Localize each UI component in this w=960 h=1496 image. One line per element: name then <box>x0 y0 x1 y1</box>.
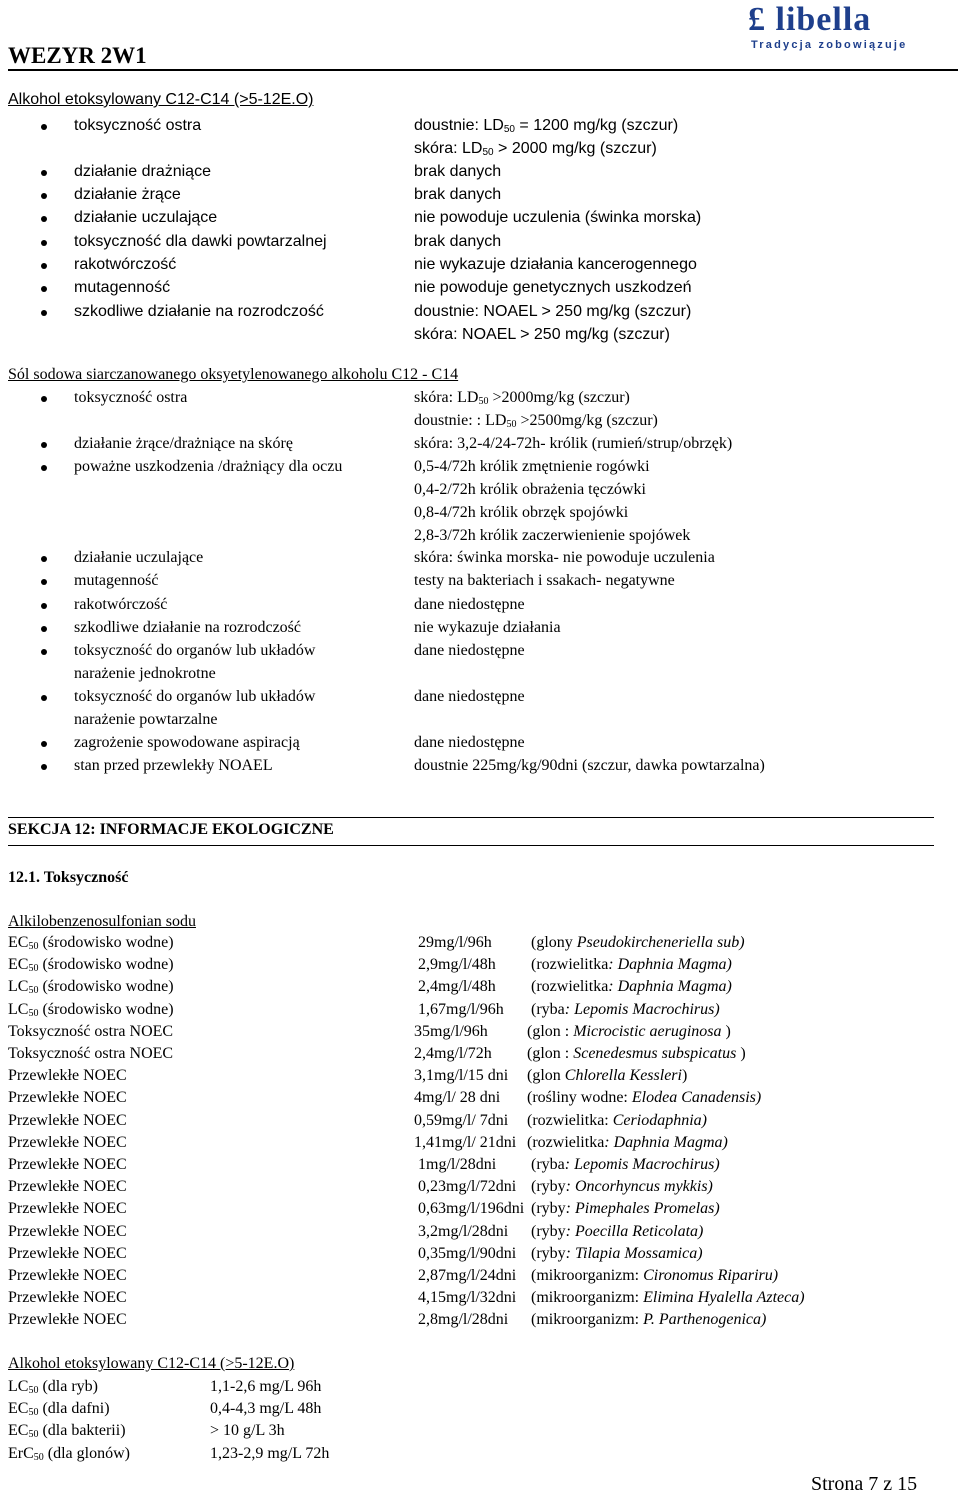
organism-prefix: (rozwielitka <box>527 1133 605 1151</box>
bullet-icon <box>41 216 47 222</box>
table-organism <box>531 1310 766 1330</box>
organism-suffix: ) <box>681 1067 688 1085</box>
organism-prefix: (ryby <box>531 1178 566 1196</box>
property-label: toksyczność ostra <box>74 389 188 406</box>
table-label: Przewlekłe NOEC <box>8 1067 127 1085</box>
section-heading: SEKCJA 12: INFORMACJE EKOLOGICZNE <box>8 821 334 838</box>
property-value: doustnie: : $LD_{50} >2500mg/kg$ (szczur) <box>414 412 658 430</box>
table-organism <box>531 955 732 975</box>
section-heading: Alkilobenzenosulfonian sodu <box>8 913 196 930</box>
property-value: nie powoduje uczulenia (świnka morska) <box>414 209 702 226</box>
bullet-icon <box>41 465 47 471</box>
table-value: 0,23mg/l/72dni <box>418 1178 517 1196</box>
table-value: 4mg/l/ 28 dni <box>414 1089 501 1107</box>
organism-species: Elodea Canadensis) <box>631 1089 762 1107</box>
section-rule-bottom <box>8 845 934 846</box>
organism-species: Scenedesmus subspicatus <box>573 1045 741 1062</box>
table-value: 0,59mg/l/ 7dni <box>414 1111 509 1129</box>
property-value: dane niedostępne <box>414 596 525 613</box>
property-label-continued: narażenie jednokrotne <box>74 665 216 682</box>
property-value: 0,8-4/72h królik obrzęk spojówki <box>414 504 629 521</box>
table-organism <box>531 1244 703 1264</box>
table-organism <box>527 1111 707 1131</box>
organism-prefix: (glony <box>531 934 577 951</box>
table-value: 1,67mg/l/96h <box>418 1000 504 1018</box>
table-organism <box>527 1133 728 1153</box>
property-label: rakotwórczość <box>74 256 177 273</box>
organism-prefix: (glon <box>527 1067 565 1085</box>
property-value: doustnie: $LD_{50} = 1200$ mg/kg (szczur) <box>414 117 679 135</box>
property-label: działanie uczulające <box>74 549 204 566</box>
property-label: zagrożenie spowodowane aspiracją <box>74 734 300 751</box>
property-label: toksyczność ostra <box>74 117 202 134</box>
table-value: 2,4mg/l/48h <box>418 978 496 996</box>
organism-species: Cironomus Ripariru) <box>643 1267 779 1284</box>
table-label: $LC_{50}$ (środowisko wodne) <box>8 978 174 997</box>
title-rule <box>8 69 958 71</box>
table-organism <box>527 1088 761 1108</box>
table-label: $EC_{50}$ (dla bakterii) <box>8 1422 126 1441</box>
property-label: toksyczność dla dawki powtarzalnej <box>74 233 327 250</box>
section-rule-top <box>8 817 934 818</box>
bullet-icon <box>41 603 47 609</box>
property-label: mutagenność <box>74 279 171 296</box>
table-value: 29mg/l/96h <box>418 934 492 951</box>
property-label: stan przed przewlekły NOAEL <box>74 757 273 774</box>
organism-prefix: (ryba <box>531 1000 565 1018</box>
table-value: 2,87mg/l/24dni <box>418 1267 517 1284</box>
property-label: szkodliwe działanie na rozrodczość <box>74 619 302 636</box>
table-organism <box>531 933 745 953</box>
bullet-icon <box>41 263 47 269</box>
organism-species: Elimina Hyalella Azteca) <box>643 1289 805 1307</box>
table-organism <box>531 1222 703 1242</box>
table-organism <box>531 1266 778 1286</box>
table-organism <box>527 1022 731 1042</box>
table-value: 4,15mg/l/32dni <box>418 1289 517 1307</box>
organism-prefix: (mikroorganizm: <box>531 1289 644 1307</box>
table-value: > 10 g/L 3h <box>210 1422 285 1440</box>
table-value: 2,9mg/l/48h <box>418 956 496 974</box>
organism-species: : Daphnia Magma) <box>604 1133 728 1151</box>
table-value: 35mg/l/96h <box>414 1022 488 1040</box>
bullet-icon <box>41 695 47 701</box>
property-label: rakotwórczość <box>74 596 168 613</box>
table-organism <box>531 1155 720 1175</box>
table-label: Toksyczność ostra NOEC <box>8 1022 174 1040</box>
property-value: brak danych <box>414 186 502 203</box>
table-organism <box>527 1044 746 1064</box>
section-heading: Alkohol etoksylowany C12-C14 (>5-12E.O) <box>8 1355 295 1372</box>
organism-prefix: (rośliny wodne: <box>527 1089 632 1107</box>
logo: £ libella <box>748 1 872 38</box>
organism-prefix: (glon : <box>527 1045 574 1062</box>
table-label: Przewlekłe NOEC <box>8 1178 127 1196</box>
property-value: nie wykazuje działania <box>414 619 561 636</box>
table-label: Toksyczność ostra NOEC <box>8 1045 174 1062</box>
organism-suffix: ) <box>725 1022 731 1040</box>
table-label: Przewlekłe NOEC <box>8 1089 127 1107</box>
subsection-heading: 12.1. Toksyczność <box>8 869 129 886</box>
table-value: 0,35mg/l/90dni <box>418 1244 517 1262</box>
property-value: skóra: NOAEL > 250 mg/kg (szczur) <box>414 326 670 343</box>
organism-suffix: ) <box>740 1045 746 1062</box>
property-value: nie wykazuje działania kancerogennego <box>414 256 697 273</box>
bullet-icon <box>41 170 47 176</box>
property-label-continued: narażenie powtarzalne <box>74 711 218 728</box>
organism-prefix: (ryby <box>531 1222 566 1240</box>
property-value: doustnie 225mg/kg/90dni (szczur, dawka powtarzalna) <box>414 757 765 774</box>
section-heading: Alkohol etoksylowany C12-C14 (>5-12E.O) <box>8 91 314 108</box>
bullet-icon <box>41 741 47 747</box>
organism-prefix: (mikroorganizm: <box>531 1311 644 1329</box>
table-value: 3,2mg/l/28dni <box>418 1222 509 1240</box>
property-value: skóra: $LD_{50} > 2000$ mg/kg (szczur) <box>414 140 657 158</box>
property-value: brak danych <box>414 163 502 180</box>
organism-species: Chlorella Kessleri <box>564 1067 682 1085</box>
table-organism <box>531 1288 805 1308</box>
document-title: WEZYR 2W1 <box>8 43 147 68</box>
table-label: Przewlekłe NOEC <box>8 1311 127 1329</box>
bullet-icon <box>41 124 47 130</box>
property-value: 2,8-3/72h królik zaczerwienienie spojówek <box>414 527 691 544</box>
property-value: nie powoduje genetycznych uszkodzeń <box>414 279 692 296</box>
organism-prefix: (rozwielitka <box>531 978 609 996</box>
table-label: Przewlekłe NOEC <box>8 1111 127 1129</box>
table-label: ErC$_{50}$ (dla glonów) <box>8 1444 130 1463</box>
table-label: $LC_{50}$ (dla ryb) <box>8 1378 98 1396</box>
table-label: $EC_{50}$ (środowisko wodne) <box>8 934 174 952</box>
table-value: 2,8mg/l/28dni <box>418 1311 509 1329</box>
bullet-icon <box>41 310 47 316</box>
table-organism <box>531 977 732 997</box>
property-label: toksyczność do organów lub układów <box>74 688 316 705</box>
property-label: szkodliwe działanie na rozrodczość <box>74 303 324 320</box>
section-heading: Sól sodowa siarczanowanego oksyetylenowanego alkoholu C12 - C14 <box>8 366 459 383</box>
table-value: 1,1-2,6 mg/L 96h <box>210 1378 322 1395</box>
table-value: 1mg/l/28dni <box>418 1156 497 1173</box>
property-value: 0,5-4/72h królik zmętnienie rogówki <box>414 458 650 475</box>
organism-prefix: (ryba <box>531 1156 565 1173</box>
property-value: brak danych <box>414 233 502 250</box>
table-label: Przewlekłe NOEC <box>8 1156 127 1173</box>
table-label: $EC_{50}$ (dla dafni) <box>8 1400 110 1419</box>
table-organism <box>527 1066 687 1086</box>
table-label: $LC_{50}$ (środowisko wodne) <box>8 1000 174 1019</box>
property-label: działanie uczulające <box>74 209 218 226</box>
bullet-icon <box>41 193 47 199</box>
property-value: doustnie: NOAEL > 250 mg/kg (szczur) <box>414 303 692 320</box>
property-label: działanie żrące <box>74 186 181 203</box>
bullet-icon <box>41 286 47 292</box>
organism-prefix: (ryby <box>531 1244 566 1262</box>
table-label: Przewlekłe NOEC <box>8 1267 127 1284</box>
organism-prefix: (rozwielitka <box>531 956 609 974</box>
bullet-icon <box>41 764 47 770</box>
property-label: mutagenność <box>74 572 159 589</box>
property-value: skóra: $LD_{50} >2000mg/kg$ (szczur) <box>414 389 630 407</box>
table-organism <box>531 1000 720 1020</box>
page-number: Strona 7 z 15 <box>811 1473 918 1495</box>
table-label: $EC_{50}$ (środowisko wodne) <box>8 956 174 975</box>
bullet-icon <box>41 649 47 655</box>
organism-species: P. Parthenogenica) <box>643 1311 767 1329</box>
organism-species: Pseudokircheneriella sub) <box>576 934 745 951</box>
property-label: toksyczność do organów lub układów <box>74 642 316 659</box>
table-label: Przewlekłe NOEC <box>8 1222 127 1240</box>
organism-species: : Oncorhyncus mykkis) <box>565 1178 713 1196</box>
logo-tagline: Tradycja zobowiązuje <box>751 39 908 51</box>
table-value: 2,4mg/l/72h <box>414 1045 492 1062</box>
organism-species: : Tilapia Mossamica) <box>565 1244 703 1262</box>
property-label: działanie drażniące <box>74 163 211 180</box>
organism-species: : Daphnia Magma) <box>608 956 732 974</box>
bullet-icon <box>41 579 47 585</box>
property-label: poważne uszkodzenia /drażniący dla oczu <box>74 458 343 475</box>
organism-species: : Lepomis Macrochirus) <box>564 1156 720 1173</box>
property-value: skóra: świnka morska- nie powoduje uczulenia <box>414 549 715 566</box>
table-organism <box>531 1177 713 1197</box>
table-organism <box>531 1199 720 1219</box>
table-label: Przewlekłe NOEC <box>8 1289 127 1307</box>
table-value: 0,63mg/l/196dni <box>418 1200 525 1218</box>
table-value: 0,4-4,3 mg/L 48h <box>210 1400 322 1418</box>
bullet-icon <box>41 626 47 632</box>
property-value: skóra: 3,2-4/24-72h- królik (rumień/strup/obrzęk) <box>414 435 733 452</box>
property-label: działanie żrące/drażniące na skórę <box>74 435 293 452</box>
organism-species: : Pimephales Promelas) <box>565 1200 720 1218</box>
property-value: testy na bakteriach i ssakach- negatywne <box>414 572 675 589</box>
organism-prefix: (mikroorganizm: <box>531 1267 644 1284</box>
organism-prefix: (rozwielitka: <box>527 1111 613 1129</box>
organism-species: Ceriodaphnia) <box>612 1111 707 1129</box>
table-label: Przewlekłe NOEC <box>8 1244 127 1262</box>
table-label: Przewlekłe NOEC <box>8 1133 127 1151</box>
table-label: Przewlekłe NOEC <box>8 1200 127 1218</box>
bullet-icon <box>41 396 47 402</box>
property-value: 0,4-2/72h królik obrażenia tęczówki <box>414 481 646 498</box>
property-value: dane niedostępne <box>414 734 525 751</box>
organism-prefix: (ryby <box>531 1200 566 1218</box>
organism-species: Microcistic aeruginosa <box>573 1022 726 1040</box>
bullet-icon <box>41 240 47 246</box>
organism-prefix: (glon : <box>527 1022 574 1040</box>
property-value: dane niedostępne <box>414 688 525 705</box>
bullet-icon <box>41 556 47 562</box>
organism-species: : Lepomis Macrochirus) <box>564 1000 720 1018</box>
organism-species: : Poecilla Reticolata) <box>565 1222 704 1240</box>
bullet-icon <box>41 442 47 448</box>
table-value: 1,23-2,9 mg/L 72h <box>210 1444 330 1462</box>
property-value: dane niedostępne <box>414 642 525 659</box>
table-value: 1,41mg/l/ 21dni <box>414 1133 517 1151</box>
table-value: 3,1mg/l/15 dni <box>414 1067 509 1085</box>
organism-species: : Daphnia Magma) <box>608 978 732 996</box>
